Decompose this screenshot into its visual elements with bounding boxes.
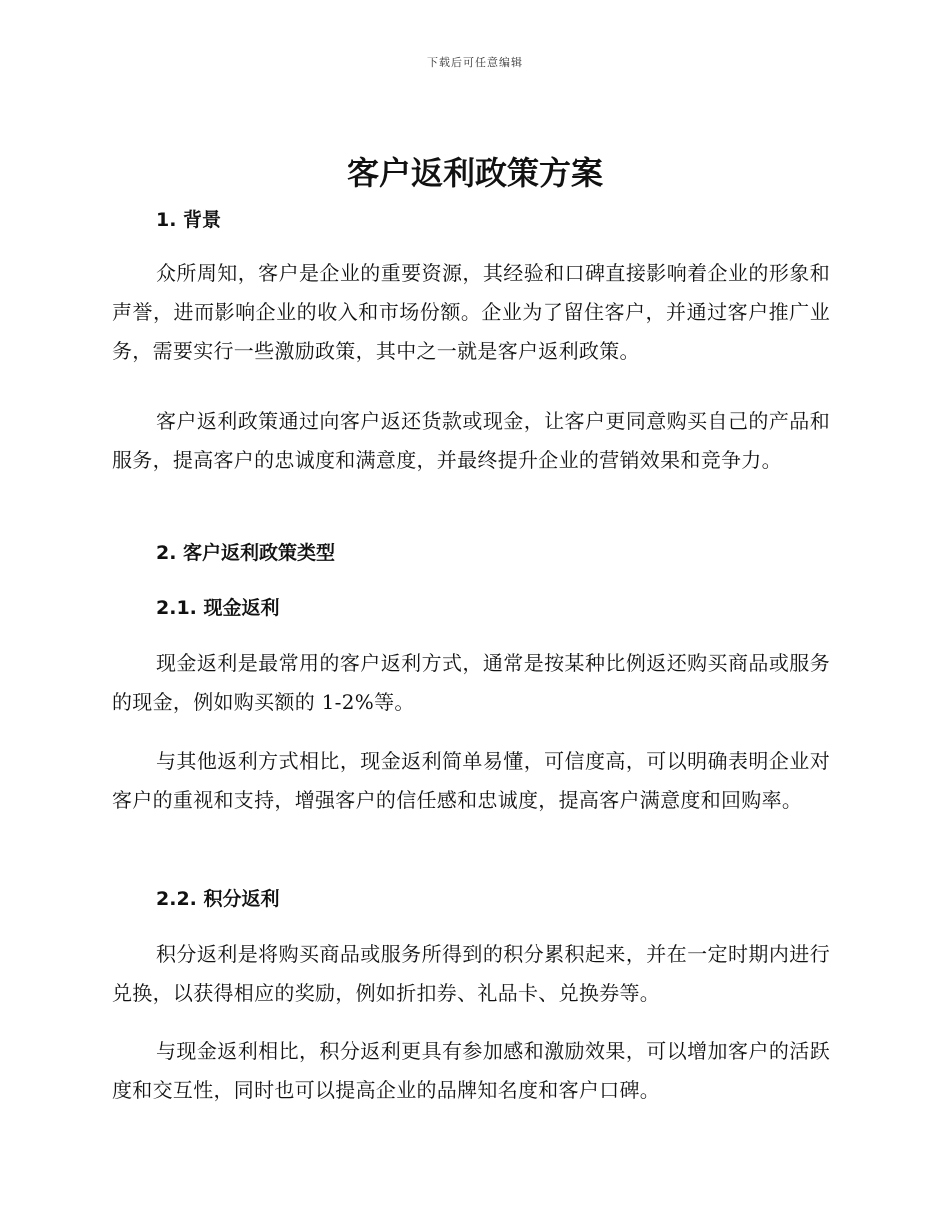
- paragraph-background-1: 众所周知，客户是企业的重要资源，其经验和口碑直接影响着企业的形象和声誉，进而影响企业的收入和市场份额。企业为了留住客户，并通过客户推广业务，需要实行一些激励政策，其中之一就是客户返利政策。: [112, 261, 830, 363]
- section-heading-rebate-types: 2. 客户返利政策类型: [156, 542, 336, 564]
- subsection-heading-points-rebate: 2.2. 积分返利: [156, 888, 280, 910]
- document-title: 客户返利政策方案: [346, 154, 603, 192]
- paragraph-points-rebate-2: 与现金返利相比，积分返利更具有参加感和激励效果，可以增加客户的活跃度和交互性，同时也可以提高企业的品牌知名度和客户口碑。: [112, 1039, 830, 1102]
- paragraph-background-2: 客户返利政策通过向客户返还货款或现金，让客户更同意购买自己的产品和服务，提高客户的忠诚度和满意度，并最终提升企业的营销效果和竞争力。: [112, 409, 830, 472]
- subsection-heading-cash-rebate: 2.1. 现金返利: [156, 597, 280, 619]
- paragraph-cash-rebate-2: 与其他返利方式相比，现金返利简单易懂，可信度高，可以明确表明企业对客户的重视和支持，增强客户的信任感和忠诚度，提高客户满意度和回购率。: [112, 749, 830, 812]
- document-body: [112, 0, 830, 1230]
- section-heading-background: 1. 背景: [156, 209, 222, 231]
- header-note: 下载后可任意编辑: [427, 56, 523, 69]
- paragraph-cash-rebate-1: 现金返利是最常用的客户返利方式，通常是按某种比例返还购买商品或服务的现金，例如购买额的 1-2%等。: [112, 651, 830, 714]
- paragraph-points-rebate-1: 积分返利是将购买商品或服务所得到的积分累积起来，并在一定时期内进行兑换，以获得相应的奖励，例如折扣券、礼品卡、兑换券等。: [112, 942, 830, 1005]
